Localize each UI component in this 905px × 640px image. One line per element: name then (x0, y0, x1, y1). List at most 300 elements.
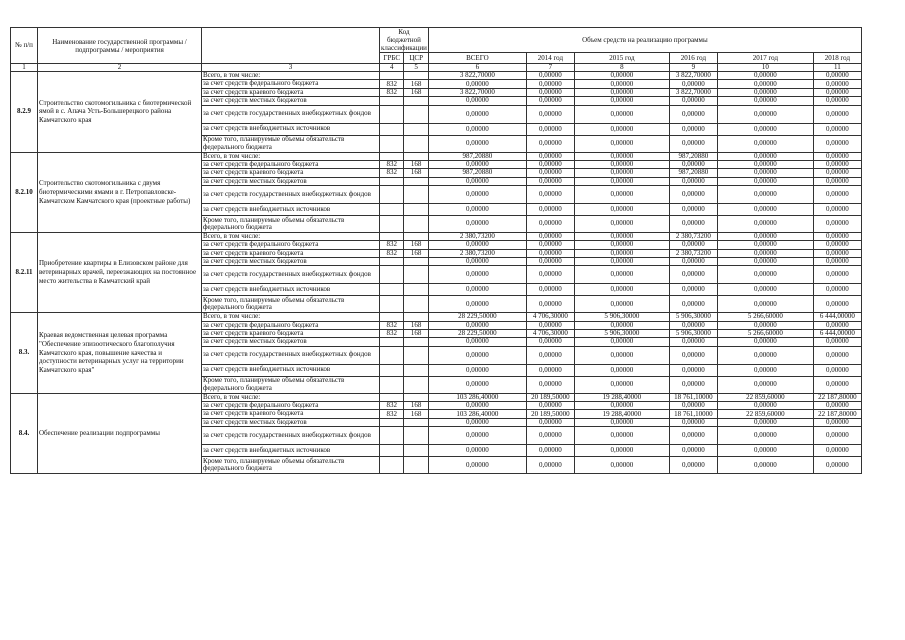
grbs-code-cell: 832 (380, 249, 404, 257)
csr-code-cell (404, 296, 428, 313)
year-value-cell: 0,00000 (813, 445, 861, 457)
header-year-2015: 2015 год (574, 53, 669, 64)
year-value-cell: 0,00000 (574, 427, 669, 445)
csr-code-cell (404, 364, 428, 376)
funding-source-label: за счет средств федерального бюджета (202, 401, 380, 409)
csr-code-cell: 168 (404, 169, 428, 177)
table-row (11, 232, 862, 240)
grbs-code-cell: 832 (380, 160, 404, 168)
year-value-cell: 0,00000 (813, 296, 861, 313)
total-value-cell: 0,00000 (428, 401, 526, 409)
year-value-cell: 0,00000 (526, 97, 574, 105)
csr-code-cell (404, 177, 428, 185)
year-value-cell: 18 761,10000 (669, 393, 717, 401)
year-value-cell: 0,00000 (669, 257, 717, 265)
year-value-cell: 0,00000 (813, 418, 861, 426)
total-value-cell: 0,00000 (428, 135, 526, 152)
total-value-cell: 3 822,70000 (428, 88, 526, 96)
year-value-cell: 0,00000 (526, 185, 574, 203)
grbs-code-cell: 832 (380, 88, 404, 96)
csr-code-cell (404, 105, 428, 123)
grbs-code-cell (380, 266, 404, 284)
year-value-cell: 0,00000 (669, 97, 717, 105)
year-value-cell: 22 859,60000 (717, 393, 813, 401)
year-value-cell: 0,00000 (574, 418, 669, 426)
year-value-cell: 0,00000 (717, 321, 813, 329)
index-cell: 4 (380, 64, 404, 72)
header-volume: Объем средств на реализацию программы (428, 28, 861, 53)
year-value-cell: 0,00000 (574, 257, 669, 265)
total-value-cell: 0,00000 (428, 364, 526, 376)
index-cell: 6 (428, 64, 526, 72)
csr-code-cell (404, 215, 428, 232)
year-value-cell: 0,00000 (526, 135, 574, 152)
grbs-code-cell (380, 232, 404, 240)
year-value-cell: 0,00000 (669, 203, 717, 215)
csr-code-cell (404, 257, 428, 265)
funding-source-label: за счет средств краевого бюджета (202, 329, 380, 337)
year-value-cell: 0,00000 (717, 97, 813, 105)
funding-source-label: за счет средств краевого бюджета (202, 249, 380, 257)
year-value-cell: 0,00000 (813, 152, 861, 160)
year-value-cell: 0,00000 (574, 232, 669, 240)
year-value-cell: 0,00000 (669, 338, 717, 346)
year-value-cell: 0,00000 (717, 123, 813, 135)
table-row (11, 393, 862, 401)
year-value-cell: 0,00000 (813, 241, 861, 249)
total-value-cell: 0,00000 (428, 321, 526, 329)
grbs-code-cell (380, 418, 404, 426)
funding-source-label: за счет средств государственных внебюджетных фондов (202, 105, 380, 123)
year-value-cell: 0,00000 (813, 376, 861, 393)
header-blank (202, 28, 380, 64)
header-name: Наименование государственной программы / подпрограммы / мероприятия (38, 28, 202, 64)
grbs-code-cell (380, 203, 404, 215)
header-year-2017: 2017 год (717, 53, 813, 64)
csr-code-cell (404, 346, 428, 364)
total-value-cell: 0,00000 (428, 257, 526, 265)
year-value-cell: 20 189,50000 (526, 393, 574, 401)
year-value-cell: 0,00000 (574, 203, 669, 215)
index-cell: 9 (669, 64, 717, 72)
csr-code-cell (404, 97, 428, 105)
year-value-cell: 0,00000 (669, 177, 717, 185)
year-value-cell: 0,00000 (717, 401, 813, 409)
total-value-cell: 0,00000 (428, 296, 526, 313)
year-value-cell: 0,00000 (574, 376, 669, 393)
year-value-cell: 0,00000 (574, 88, 669, 96)
year-value-cell: 19 288,40000 (574, 410, 669, 418)
year-value-cell: 0,00000 (717, 105, 813, 123)
index-cell: 2 (38, 64, 202, 72)
year-value-cell: 0,00000 (526, 169, 574, 177)
year-value-cell: 0,00000 (813, 346, 861, 364)
year-value-cell: 5 906,30000 (669, 329, 717, 337)
grbs-code-cell (380, 364, 404, 376)
funding-source-label: за счет средств краевого бюджета (202, 169, 380, 177)
grbs-code-cell (380, 457, 404, 474)
year-value-cell: 0,00000 (813, 160, 861, 168)
grbs-code-cell (380, 215, 404, 232)
grbs-code-cell (380, 338, 404, 346)
year-value-cell: 0,00000 (574, 215, 669, 232)
year-value-cell: 987,20880 (669, 169, 717, 177)
year-value-cell: 0,00000 (669, 135, 717, 152)
year-value-cell: 0,00000 (717, 177, 813, 185)
header-num: № п/п (11, 28, 38, 64)
grbs-code-cell (380, 177, 404, 185)
year-value-cell: 0,00000 (669, 185, 717, 203)
item-name: Обеспечение реализации подпрограммы (38, 393, 202, 473)
year-value-cell: 0,00000 (717, 266, 813, 284)
index-cell: 11 (813, 64, 861, 72)
year-value-cell: 0,00000 (526, 249, 574, 257)
csr-code-cell (404, 266, 428, 284)
year-value-cell: 0,00000 (813, 284, 861, 296)
year-value-cell: 0,00000 (526, 284, 574, 296)
year-value-cell: 0,00000 (717, 80, 813, 88)
year-value-cell: 5 906,30000 (574, 313, 669, 321)
year-value-cell: 0,00000 (526, 203, 574, 215)
funding-source-label: Кроме того, планируемые объемы обязательств федерального бюджета (202, 135, 380, 152)
csr-code-cell (404, 427, 428, 445)
year-value-cell: 0,00000 (574, 123, 669, 135)
csr-code-cell (404, 376, 428, 393)
year-value-cell: 0,00000 (717, 427, 813, 445)
grbs-code-cell: 832 (380, 401, 404, 409)
csr-code-cell (404, 393, 428, 401)
grbs-code-cell: 832 (380, 80, 404, 88)
year-value-cell: 0,00000 (813, 135, 861, 152)
year-value-cell: 0,00000 (526, 72, 574, 80)
year-value-cell: 0,00000 (526, 123, 574, 135)
year-value-cell: 0,00000 (669, 296, 717, 313)
header-year-2016: 2016 год (669, 53, 717, 64)
table-row (11, 152, 862, 160)
year-value-cell: 0,00000 (574, 284, 669, 296)
total-value-cell: 0,00000 (428, 215, 526, 232)
year-value-cell: 0,00000 (717, 185, 813, 203)
grbs-code-cell (380, 185, 404, 203)
total-value-cell: 0,00000 (428, 338, 526, 346)
year-value-cell: 0,00000 (574, 266, 669, 284)
funding-source-label: Кроме того, планируемые объемы обязательств федерального бюджета (202, 376, 380, 393)
grbs-code-cell: 832 (380, 329, 404, 337)
year-value-cell: 19 288,40000 (574, 393, 669, 401)
year-value-cell: 0,00000 (526, 257, 574, 265)
year-value-cell: 0,00000 (669, 321, 717, 329)
year-value-cell: 0,00000 (717, 445, 813, 457)
index-cell: 7 (526, 64, 574, 72)
funding-source-label: Кроме того, планируемые объемы обязательств федерального бюджета (202, 457, 380, 474)
total-value-cell: 0,00000 (428, 284, 526, 296)
year-value-cell: 0,00000 (813, 401, 861, 409)
year-value-cell: 0,00000 (717, 203, 813, 215)
csr-code-cell (404, 313, 428, 321)
year-value-cell: 0,00000 (669, 123, 717, 135)
total-value-cell: 0,00000 (428, 203, 526, 215)
csr-code-cell (404, 203, 428, 215)
year-value-cell: 4 706,30000 (526, 313, 574, 321)
total-value-cell: 28 229,50000 (428, 313, 526, 321)
year-value-cell: 3 822,70000 (669, 88, 717, 96)
grbs-code-cell: 832 (380, 321, 404, 329)
funding-source-label: за счет средств местных бюджетов (202, 338, 380, 346)
csr-code-cell: 168 (404, 241, 428, 249)
year-value-cell: 0,00000 (669, 160, 717, 168)
total-value-cell: 0,00000 (428, 445, 526, 457)
year-value-cell: 0,00000 (574, 177, 669, 185)
year-value-cell: 6 444,00000 (813, 313, 861, 321)
year-value-cell: 3 822,70000 (669, 72, 717, 80)
grbs-code-cell (380, 152, 404, 160)
year-value-cell: 0,00000 (574, 152, 669, 160)
year-value-cell: 0,00000 (813, 232, 861, 240)
year-value-cell: 0,00000 (526, 376, 574, 393)
year-value-cell: 0,00000 (717, 364, 813, 376)
funding-source-label: Всего, в том числе: (202, 393, 380, 401)
year-value-cell: 0,00000 (813, 97, 861, 105)
year-value-cell: 0,00000 (669, 266, 717, 284)
total-value-cell: 2 380,73200 (428, 232, 526, 240)
year-value-cell: 0,00000 (813, 185, 861, 203)
grbs-code-cell (380, 257, 404, 265)
funding-source-label: за счет средств государственных внебюджетных фондов (202, 346, 380, 364)
index-cell: 1 (11, 64, 38, 72)
item-number: 8.2.9 (11, 72, 38, 152)
year-value-cell: 0,00000 (574, 364, 669, 376)
year-value-cell: 0,00000 (526, 346, 574, 364)
funding-source-label: за счет средств государственных внебюджетных фондов (202, 427, 380, 445)
grbs-code-cell (380, 135, 404, 152)
year-value-cell: 0,00000 (717, 169, 813, 177)
item-number: 8.2.11 (11, 232, 38, 312)
year-value-cell: 0,00000 (574, 457, 669, 474)
year-value-cell: 5 906,30000 (669, 313, 717, 321)
year-value-cell: 0,00000 (574, 321, 669, 329)
year-value-cell: 18 761,10000 (669, 410, 717, 418)
item-number: 8.4. (11, 393, 38, 473)
year-value-cell: 0,00000 (813, 427, 861, 445)
grbs-code-cell (380, 123, 404, 135)
funding-source-label: за счет средств местных бюджетов (202, 257, 380, 265)
year-value-cell: 0,00000 (717, 376, 813, 393)
funding-source-label: за счет средств местных бюджетов (202, 418, 380, 426)
header-total: ВСЕГО (428, 53, 526, 64)
year-value-cell: 0,00000 (717, 257, 813, 265)
csr-code-cell (404, 185, 428, 203)
year-value-cell: 0,00000 (813, 123, 861, 135)
funding-source-label: Всего, в том числе: (202, 232, 380, 240)
year-value-cell: 0,00000 (717, 152, 813, 160)
year-value-cell: 0,00000 (574, 72, 669, 80)
funding-source-label: за счет средств федерального бюджета (202, 80, 380, 88)
funding-source-label: за счет средств внебюджетных источников (202, 284, 380, 296)
grbs-code-cell (380, 313, 404, 321)
header-code: Код бюджетной классификации (381, 28, 427, 53)
total-value-cell: 0,00000 (428, 418, 526, 426)
total-value-cell: 0,00000 (428, 346, 526, 364)
csr-code-cell (404, 445, 428, 457)
year-value-cell: 0,00000 (669, 215, 717, 232)
year-value-cell: 0,00000 (574, 80, 669, 88)
year-value-cell: 0,00000 (526, 445, 574, 457)
table-row (11, 72, 862, 80)
year-value-cell: 0,00000 (813, 80, 861, 88)
funding-source-label: за счет средств местных бюджетов (202, 97, 380, 105)
year-value-cell: 0,00000 (526, 296, 574, 313)
year-value-cell: 0,00000 (526, 160, 574, 168)
funding-source-label: за счет средств федерального бюджета (202, 241, 380, 249)
year-value-cell: 2 380,73200 (669, 232, 717, 240)
funding-source-label: за счет средств краевого бюджета (202, 410, 380, 418)
year-value-cell: 0,00000 (669, 241, 717, 249)
year-value-cell: 0,00000 (813, 321, 861, 329)
grbs-code-cell (380, 393, 404, 401)
csr-code-cell (404, 123, 428, 135)
year-value-cell: 0,00000 (813, 203, 861, 215)
funding-source-label: за счет средств внебюджетных источников (202, 203, 380, 215)
year-value-cell: 0,00000 (813, 457, 861, 474)
year-value-cell: 2 380,73200 (669, 249, 717, 257)
year-value-cell: 0,00000 (813, 257, 861, 265)
year-value-cell: 0,00000 (717, 338, 813, 346)
year-value-cell: 5 906,30000 (574, 329, 669, 337)
funding-source-label: Всего, в том числе: (202, 313, 380, 321)
grbs-code-cell: 832 (380, 410, 404, 418)
year-value-cell: 0,00000 (574, 97, 669, 105)
funding-source-label: за счет средств государственных внебюджетных фондов (202, 185, 380, 203)
year-value-cell: 5 266,60000 (717, 313, 813, 321)
grbs-code-cell (380, 445, 404, 457)
item-name: Приобретение квартиры в Елизовском районе для ветеринарных врачей, переезжающих на постоянное место жительства в Камчатский край (38, 232, 202, 312)
header-year-2018: 2018 год (813, 53, 861, 64)
funding-source-label: Кроме того, планируемые объемы обязательств федерального бюджета (202, 296, 380, 313)
year-value-cell: 0,00000 (813, 215, 861, 232)
year-value-cell: 4 706,30000 (526, 329, 574, 337)
total-value-cell: 987,20880 (428, 152, 526, 160)
year-value-cell: 0,00000 (717, 346, 813, 364)
grbs-code-cell: 832 (380, 241, 404, 249)
csr-code-cell: 168 (404, 321, 428, 329)
year-value-cell: 0,00000 (717, 72, 813, 80)
year-value-cell: 0,00000 (574, 249, 669, 257)
csr-code-cell: 168 (404, 249, 428, 257)
year-value-cell: 0,00000 (526, 418, 574, 426)
year-value-cell: 0,00000 (526, 364, 574, 376)
total-value-cell: 3 822,70000 (428, 72, 526, 80)
year-value-cell: 0,00000 (717, 284, 813, 296)
year-value-cell: 0,00000 (813, 72, 861, 80)
year-value-cell: 22 187,80000 (813, 393, 861, 401)
year-value-cell: 0,00000 (717, 296, 813, 313)
grbs-code-cell (380, 72, 404, 80)
year-value-cell: 0,00000 (669, 427, 717, 445)
year-value-cell: 0,00000 (669, 401, 717, 409)
year-value-cell: 0,00000 (813, 177, 861, 185)
year-value-cell: 0,00000 (813, 249, 861, 257)
item-name: Краевая ведомственная целевая программа "Обеспечение эпизоотического благополучия Камчатского края, повышение качества и доступности ветеринарных услуг на территории Камчатского края" (38, 313, 202, 393)
year-value-cell: 0,00000 (526, 427, 574, 445)
item-number: 8.2.10 (11, 152, 38, 232)
csr-code-cell (404, 457, 428, 474)
grbs-code-cell (380, 427, 404, 445)
funding-source-label: за счет средств государственных внебюджетных фондов (202, 266, 380, 284)
budget-table (10, 27, 862, 474)
year-value-cell: 0,00000 (717, 249, 813, 257)
year-value-cell: 0,00000 (526, 232, 574, 240)
year-value-cell: 0,00000 (813, 266, 861, 284)
csr-code-cell: 168 (404, 80, 428, 88)
total-value-cell: 0,00000 (428, 97, 526, 105)
item-name: Строительство скотомогильника с двумя биотермическими ямами в г. Петропавловске-Камчатском Камчатского края (проектные работы) (38, 152, 202, 232)
grbs-code-cell (380, 296, 404, 313)
grbs-code-cell (380, 97, 404, 105)
total-value-cell: 0,00000 (428, 457, 526, 474)
index-cell: 10 (717, 64, 813, 72)
total-value-cell: 28 229,50000 (428, 329, 526, 337)
funding-source-label: Всего, в том числе: (202, 72, 380, 80)
total-value-cell: 987,20880 (428, 169, 526, 177)
year-value-cell: 6 444,00000 (813, 329, 861, 337)
year-value-cell: 0,00000 (669, 457, 717, 474)
funding-source-label: за счет средств местных бюджетов (202, 177, 380, 185)
year-value-cell: 0,00000 (526, 241, 574, 249)
table-row (11, 313, 862, 321)
header-grbs: ГРБС (380, 53, 404, 64)
csr-code-cell: 168 (404, 160, 428, 168)
csr-code-cell (404, 338, 428, 346)
year-value-cell: 0,00000 (574, 445, 669, 457)
total-value-cell: 0,00000 (428, 266, 526, 284)
total-value-cell: 0,00000 (428, 160, 526, 168)
funding-source-label: за счет средств федерального бюджета (202, 160, 380, 168)
funding-source-label: за счет средств краевого бюджета (202, 88, 380, 96)
grbs-code-cell (380, 105, 404, 123)
csr-code-cell (404, 152, 428, 160)
year-value-cell: 20 189,50000 (526, 410, 574, 418)
funding-source-label: за счет средств федерального бюджета (202, 321, 380, 329)
grbs-code-cell (380, 346, 404, 364)
csr-code-cell: 168 (404, 401, 428, 409)
year-value-cell: 0,00000 (669, 418, 717, 426)
index-cell: 3 (202, 64, 380, 72)
item-name: Строительство скотомогильника с биотермической ямой в с. Апача Усть-Большерецкого района Камчатского края (38, 72, 202, 152)
funding-source-label: Всего, в том числе: (202, 152, 380, 160)
total-value-cell: 0,00000 (428, 376, 526, 393)
csr-code-cell: 168 (404, 88, 428, 96)
year-value-cell: 0,00000 (526, 338, 574, 346)
year-value-cell: 0,00000 (813, 169, 861, 177)
funding-source-label: за счет средств внебюджетных источников (202, 445, 380, 457)
index-cell: 8 (574, 64, 669, 72)
year-value-cell: 0,00000 (574, 338, 669, 346)
funding-source-label: за счет средств внебюджетных источников (202, 123, 380, 135)
year-value-cell: 0,00000 (717, 232, 813, 240)
year-value-cell: 0,00000 (669, 376, 717, 393)
header-csr: ЦСР (404, 53, 428, 64)
csr-code-cell: 168 (404, 329, 428, 337)
year-value-cell: 0,00000 (526, 457, 574, 474)
table-body (11, 28, 862, 474)
year-value-cell: 0,00000 (717, 88, 813, 96)
year-value-cell: 0,00000 (813, 364, 861, 376)
item-number: 8.3. (11, 313, 38, 393)
total-value-cell: 0,00000 (428, 123, 526, 135)
year-value-cell: 0,00000 (669, 284, 717, 296)
year-value-cell: 0,00000 (717, 135, 813, 152)
year-value-cell: 0,00000 (717, 457, 813, 474)
